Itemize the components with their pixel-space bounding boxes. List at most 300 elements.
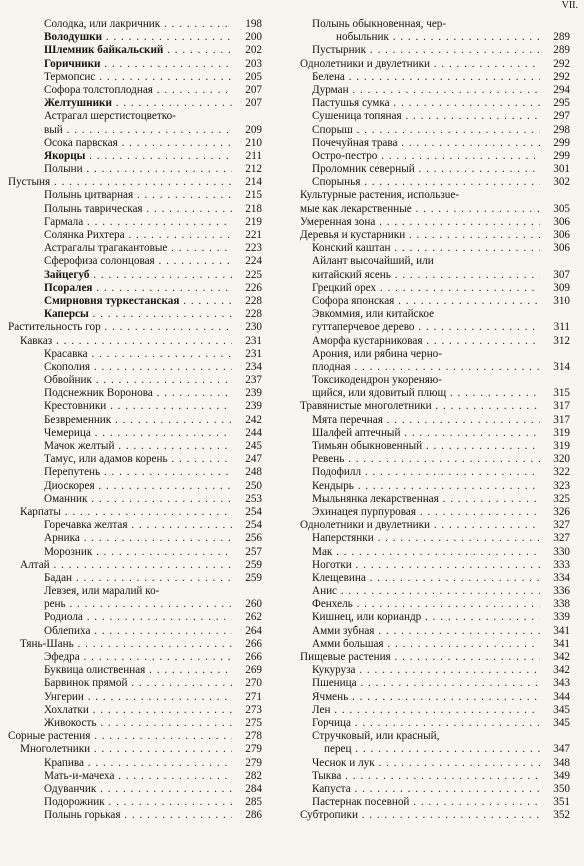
toc-entry (300, 585, 570, 598)
toc-entry-page: 333 (553, 558, 570, 571)
toc-entry (8, 611, 262, 624)
toc-entry-title: Левзея, или маралий ко- (44, 585, 160, 598)
toc-entry-page: 301 (553, 163, 570, 176)
toc-entry (8, 110, 262, 123)
page-corner-mark: VII. (561, 0, 578, 11)
toc-entry-title: Тимьян обыкновенный (312, 440, 423, 452)
toc-entry (8, 480, 262, 493)
toc-entry-title: Амми большая (312, 637, 384, 650)
toc-entry-title: Деревья и кустарники (300, 229, 406, 241)
toc-entry-title: Полынь горькая (44, 809, 121, 822)
toc-entry-title: Кукуруза (312, 664, 356, 677)
toc-entry-page: 320 (553, 453, 570, 466)
toc-entry (8, 387, 262, 400)
toc-entry (8, 189, 262, 202)
toc-entry (300, 321, 570, 334)
toc-entry-page: 294 (553, 83, 570, 96)
toc-entry-page: 345 (553, 716, 570, 729)
toc-entry-title: Полыни (44, 163, 83, 176)
toc-entry-title: Софора японская (312, 294, 395, 307)
toc-entry-page: 228 (245, 294, 262, 307)
toc-entry-page: 315 (553, 387, 570, 400)
toc-right-column (300, 18, 570, 822)
toc-entry (8, 361, 262, 374)
toc-entry-page: 349 (553, 769, 570, 782)
toc-entry-page: 254 (245, 505, 262, 518)
toc-entry-title: Якорцы (44, 149, 86, 162)
toc-entry-title: Кавказ (20, 334, 53, 347)
toc-entry-title: Крапива (44, 756, 84, 769)
toc-entry (300, 31, 570, 44)
toc-entry (300, 598, 570, 611)
toc-entry (8, 58, 262, 71)
toc-entry (8, 664, 262, 677)
toc-entry-title: Полынь обыкновенная, чер- (312, 18, 447, 30)
toc-entry-page: 239 (245, 400, 262, 413)
toc-entry-page: 248 (245, 466, 262, 479)
toc-entry (300, 84, 570, 97)
toc-entry (300, 414, 570, 427)
toc-entry (8, 493, 262, 506)
toc-entry-title: Растительность гор (8, 321, 101, 334)
toc-entry (300, 691, 570, 704)
toc-entry-title: Желтушники (44, 97, 112, 110)
toc-entry-page: 341 (553, 624, 570, 637)
toc-entry-title: Полынь цитварная (44, 189, 134, 202)
toc-entry (300, 664, 570, 677)
toc-entry-title: нобыльник (336, 31, 389, 44)
toc-entry-title: Скополия (44, 360, 91, 373)
toc-entry-title: Сферофиза солонцовая (44, 255, 155, 268)
toc-entry-page: 225 (245, 268, 262, 281)
toc-entry-page: 278 (245, 730, 262, 743)
toc-entry (300, 638, 570, 651)
toc-entry-page: 302 (553, 176, 570, 189)
toc-entry-title: Морозник (44, 545, 93, 558)
toc-entry (8, 124, 262, 137)
toc-entry-page: 266 (245, 637, 262, 650)
toc-entry (8, 783, 262, 796)
toc-entry (8, 519, 262, 532)
toc-entry-page: 234 (245, 360, 262, 373)
toc-entry-page: 253 (245, 492, 262, 505)
toc-entry-title: Смирновия туркестанская (44, 294, 180, 307)
toc-entry-page: 327 (553, 532, 570, 545)
toc-entry-page: 214 (245, 176, 262, 189)
toc-entry-title: Капуста (312, 782, 351, 795)
toc-entry-title: Буквица олиственная (44, 664, 146, 677)
toc-entry-page: 330 (553, 545, 570, 558)
toc-entry-page: 271 (245, 690, 262, 703)
toc-entry (300, 532, 570, 545)
toc-entry-page: 325 (553, 492, 570, 505)
toc-entry-title: Хохлатки (44, 703, 89, 716)
toc-entry-page: 205 (245, 70, 262, 83)
toc-entry-title: Однолетники и двулетники (300, 57, 430, 70)
toc-entry (8, 770, 262, 783)
toc-entry-page: 285 (245, 796, 262, 809)
toc-entry-page: 219 (245, 215, 262, 228)
toc-entry (8, 559, 262, 572)
toc-entry-page: 224 (245, 255, 262, 268)
toc-entry (300, 480, 570, 493)
toc-entry-title: Горичники (44, 57, 101, 70)
toc-entry-page: 257 (245, 545, 262, 558)
toc-entry-page: 306 (553, 215, 570, 228)
toc-entry-page: 336 (553, 585, 570, 598)
toc-entry-title: Унгерии (44, 690, 84, 703)
toc-entry-page: 319 (553, 440, 570, 452)
toc-entry (300, 730, 570, 743)
toc-entry-title: Астрагал шерстистоцветко- (44, 110, 176, 123)
toc-entry-title: Стручковый, или красный, (312, 730, 440, 743)
toc-entry-page: 275 (245, 716, 262, 729)
toc-entry (300, 757, 570, 770)
toc-entry-title: Эхинацея пурпуровая (312, 505, 417, 518)
toc-entry (300, 150, 570, 163)
toc-entry-title: Чемерица (44, 426, 91, 439)
toc-entry-title: Культурные растения, использue- (300, 189, 460, 202)
toc-entry-page: 270 (245, 677, 262, 690)
toc-entry-page: 231 (245, 347, 262, 360)
toc-entry-title: Диоскорея (44, 479, 95, 492)
toc-entry-page: 312 (553, 334, 570, 347)
toc-entry (8, 572, 262, 585)
toc-entry (8, 308, 262, 321)
toc-entry-title: Обвойник (44, 374, 92, 387)
toc-entry-page: 310 (553, 294, 570, 307)
toc-entry-title: Пищевые растения (300, 651, 391, 663)
toc-entry-page: 209 (245, 123, 262, 136)
toc-entry (300, 163, 570, 176)
toc-entry-page: 262 (245, 611, 262, 624)
toc-entry-page: 215 (245, 189, 262, 202)
toc-entry (8, 506, 262, 519)
toc-entry (8, 203, 262, 216)
toc-entry (8, 97, 262, 110)
toc-entry-page: 269 (245, 664, 262, 677)
toc-entry-page: 305 (553, 202, 570, 215)
toc-entry (300, 651, 570, 664)
toc-entry-title: Амми зубная (312, 624, 375, 637)
toc-entry (8, 242, 262, 255)
toc-entry-title: Пшеница (312, 677, 357, 690)
toc-entry-title: вый (44, 123, 63, 136)
toc-entry-page: 307 (553, 268, 570, 281)
toc-entry-page: 327 (553, 519, 570, 532)
toc-entry-page: 341 (553, 637, 570, 650)
toc-entry-title: Спорынья (312, 176, 361, 189)
toc-entry (8, 532, 262, 545)
toc-entry-page: 198 (245, 18, 262, 30)
toc-entry-page: 239 (245, 387, 262, 400)
toc-entry-title: Многолетники (20, 743, 91, 756)
toc-entry (8, 31, 262, 44)
toc-entry-page: 350 (553, 782, 570, 795)
toc-entry (8, 282, 262, 295)
toc-entry-title: Одуванчик (44, 782, 97, 795)
toc-entry-title: Наперстянки (312, 532, 374, 545)
toc-entry (300, 348, 570, 361)
toc-entry-page: 212 (245, 163, 262, 176)
toc-entry-title: Спорыш (312, 123, 353, 136)
toc-entry (300, 440, 570, 453)
toc-entry-title: Дурман (312, 83, 349, 96)
toc-entry-page: 342 (553, 651, 570, 663)
toc-entry (300, 783, 570, 796)
toc-entry-page: 297 (553, 110, 570, 123)
toc-entry-page: 348 (553, 756, 570, 769)
toc-entry-title: Астрагалы трагакантовые (44, 242, 168, 255)
toc-entry-page: 207 (245, 83, 262, 96)
toc-entry-title: Аморфа кустарниковая (312, 334, 423, 347)
toc-entry-title: Красавка (44, 347, 88, 360)
toc-entry-page: 279 (245, 756, 262, 769)
toc-entry-title: Барвинок прямой (44, 677, 128, 690)
toc-entry-page: 338 (553, 598, 570, 611)
toc-entry-page: 317 (553, 413, 570, 426)
toc-entry (300, 374, 570, 387)
toc-entry (8, 84, 262, 97)
toc-entry-title: Горчица (312, 716, 351, 729)
toc-entry-title: Живокость (44, 716, 97, 729)
toc-entry-title: Однолетники и двулетники (300, 519, 430, 532)
toc-entry (300, 506, 570, 519)
toc-entry-title: гуттаперчевое дерево (312, 321, 415, 334)
toc-entry-page: 323 (553, 479, 570, 492)
toc-entry-title: Пустыня (8, 176, 51, 189)
toc-entry (300, 717, 570, 730)
toc-entry-page: 242 (245, 413, 262, 426)
toc-entry (300, 546, 570, 559)
toc-entry-title: Ревень (312, 453, 345, 466)
toc-entry-title: Бадан (44, 571, 73, 584)
toc-entry-title: Солянка Рихтера (44, 229, 125, 241)
toc-entry (8, 730, 262, 743)
toc-entry (300, 229, 570, 242)
toc-left-column (8, 18, 262, 822)
toc-entry (300, 493, 570, 506)
toc-entry-title: Травянистые многолетники (300, 400, 432, 413)
toc-entry-title: Володушки (44, 31, 103, 44)
toc-entry-page: 250 (245, 479, 262, 492)
toc-entry-title: китайский ясень (312, 268, 391, 281)
toc-entry-page: 259 (245, 558, 262, 571)
toc-entry (300, 361, 570, 374)
toc-entry (8, 757, 262, 770)
toc-entry-title: Солодка, или лакричник (44, 18, 161, 30)
toc-entry (300, 796, 570, 809)
toc-entry (300, 110, 570, 123)
toc-entry-title: Мята перечная (312, 413, 383, 426)
toc-entry-title: Лен (312, 703, 331, 716)
toc-entry-page: 221 (245, 229, 262, 241)
toc-entry-page: 230 (245, 321, 262, 334)
toc-entry-page: 202 (245, 44, 262, 57)
toc-entry-title: щийся, или ядовитый плющ (312, 387, 447, 400)
toc-entry (8, 743, 262, 756)
toc-entry (300, 335, 570, 348)
toc-entry-title: Полынь таврическая (44, 202, 143, 215)
toc-entry-title: Мак (312, 545, 333, 558)
toc-entry (8, 427, 262, 440)
toc-entry (8, 677, 262, 690)
toc-entry-page: 289 (553, 31, 570, 44)
toc-entry (300, 387, 570, 400)
toc-entry (8, 717, 262, 730)
toc-entry-title: Мыльнянка лекарственная (312, 492, 439, 505)
toc-entry-title: Субтропики (300, 809, 358, 822)
toc-entry (300, 611, 570, 624)
toc-entry-page: 306 (553, 229, 570, 241)
toc-entry-page: 231 (245, 334, 262, 347)
toc-entry-page: 244 (245, 426, 262, 439)
toc-entry-title: Безвременник (44, 413, 112, 426)
toc-entry (8, 150, 262, 163)
toc-entry-title: Пустырник (312, 44, 367, 57)
toc-entry-page: 306 (553, 242, 570, 255)
toc-entry-title: Оманник (44, 492, 88, 505)
toc-entry-page: 218 (245, 202, 262, 215)
toc-entry-title: Пастернак посевной (312, 796, 410, 809)
toc-entry-title: Каперсы (44, 308, 89, 321)
toc-entry-page: 211 (245, 149, 262, 162)
toc-entry-title: Осока парвская (44, 136, 118, 149)
toc-entry-title: Арония, или рябина черно- (312, 347, 442, 360)
toc-entry-title: Эвкоммия, или китайское (312, 308, 435, 321)
toc-entry (300, 58, 570, 71)
toc-entry-title: Грецкий орех (312, 281, 377, 294)
toc-entry (300, 282, 570, 295)
toc-entry-page: 282 (245, 769, 262, 782)
toc-entry-title: Мачок желтый (44, 440, 115, 452)
toc-entry-page: 286 (245, 809, 262, 822)
toc-entry (8, 176, 262, 189)
toc-entry-title: Шлемник байкальский (44, 44, 164, 57)
toc-entry (300, 269, 570, 282)
toc-entry-page: 339 (553, 611, 570, 624)
toc-entry (300, 71, 570, 84)
toc-entry (8, 321, 262, 334)
toc-entry-page: 299 (553, 136, 570, 149)
toc-entry-page: 260 (245, 598, 262, 611)
toc-entry-title: Анис (312, 585, 338, 598)
toc-entry-title: Подофилл (312, 466, 362, 479)
toc-entry-page: 228 (245, 308, 262, 321)
toc-entry-page: 326 (553, 505, 570, 518)
toc-entry-page: 273 (245, 703, 262, 716)
toc-entry-title: перец (324, 743, 352, 756)
toc-entry-page: 292 (553, 57, 570, 70)
toc-entry (300, 704, 570, 717)
toc-entry-title: Псоралея (44, 281, 93, 294)
toc-entry-title: Ячмень (312, 690, 349, 703)
toc-entry-title: Арника (44, 532, 80, 545)
toc-entry (300, 216, 570, 229)
toc-entry-title: плодная (312, 360, 351, 373)
toc-entry-title: Зайцегуб (44, 268, 90, 281)
toc-entry-title: мые как лекарственные (300, 202, 412, 215)
toc-entry (8, 400, 262, 413)
toc-entry-page: 256 (245, 532, 262, 545)
toc-entry (300, 176, 570, 189)
toc-entry (8, 163, 262, 176)
toc-entry (300, 453, 570, 466)
toc-entry-page: 343 (553, 677, 570, 690)
toc-entry-page: 254 (245, 519, 262, 532)
toc-entry-page: 284 (245, 782, 262, 795)
toc-entry-title: рень (44, 598, 66, 611)
toc-entry-page: 342 (553, 664, 570, 677)
toc-entry-title: Сушеница топяная (312, 110, 402, 123)
toc-entry (300, 44, 570, 57)
toc-entry (8, 625, 262, 638)
toc-entry-page: 334 (553, 571, 570, 584)
toc-entry (8, 546, 262, 559)
toc-entry-page: 210 (245, 136, 262, 149)
toc-entry-page: 245 (245, 440, 262, 452)
toc-entry-page: 207 (245, 97, 262, 110)
toc-entry-title: Родиола (44, 611, 83, 624)
toc-entry (8, 651, 262, 664)
toc-entry-page: 226 (245, 281, 262, 294)
toc-entry-page: 237 (245, 374, 262, 387)
toc-entry (300, 203, 570, 216)
toc-entry-title: Термопсис (44, 70, 96, 83)
toc-entry-page: 299 (553, 149, 570, 162)
toc-entry (8, 229, 262, 242)
toc-entry-title: Айлант высочайший, или (312, 255, 434, 268)
toc-entry (8, 137, 262, 150)
toc-entry-page: 311 (553, 321, 570, 334)
toc-entry-page: 223 (245, 242, 262, 255)
toc-entry-page: 345 (553, 703, 570, 716)
toc-entry (300, 400, 570, 413)
toc-entry (8, 466, 262, 479)
toc-entry (8, 18, 262, 31)
toc-entry-title: Проломник северный (312, 163, 415, 176)
toc-entry-page: 351 (553, 796, 570, 809)
toc-entry-page: 247 (245, 453, 262, 466)
toc-entry-page: 266 (245, 651, 262, 663)
toc-entry-title: Кендырь (312, 479, 354, 492)
toc-entry-title: Белена (312, 70, 345, 83)
toc-entry (8, 216, 262, 229)
toc-entry-title: Мать-и-мачеха (44, 769, 115, 782)
toc-entry (8, 598, 262, 611)
toc-entry (8, 255, 262, 268)
toc-entry-page: 203 (245, 57, 262, 70)
toc-entry-page: 347 (553, 743, 570, 756)
toc-entry (300, 137, 570, 150)
toc-entry-page: 289 (553, 44, 570, 57)
toc-entry-title: Токсикодендрон укореняю- (312, 374, 442, 387)
toc-entry (8, 585, 262, 598)
toc-entry-title: Ноготки (312, 558, 352, 571)
toc-entry-title: Чеснок и лук (312, 756, 375, 769)
toc-entry-title: Гармала (44, 215, 84, 228)
toc-entry (8, 809, 262, 822)
toc-entry-title: Тамус, или адамов корень (44, 453, 168, 466)
toc-entry (300, 466, 570, 479)
toc-entry (8, 691, 262, 704)
toc-entry (300, 625, 570, 638)
toc-entry-title: Тянь-Шань (20, 637, 74, 650)
toc-entry (300, 242, 570, 255)
toc-entry (8, 453, 262, 466)
toc-entry (300, 572, 570, 585)
toc-entry (8, 638, 262, 651)
